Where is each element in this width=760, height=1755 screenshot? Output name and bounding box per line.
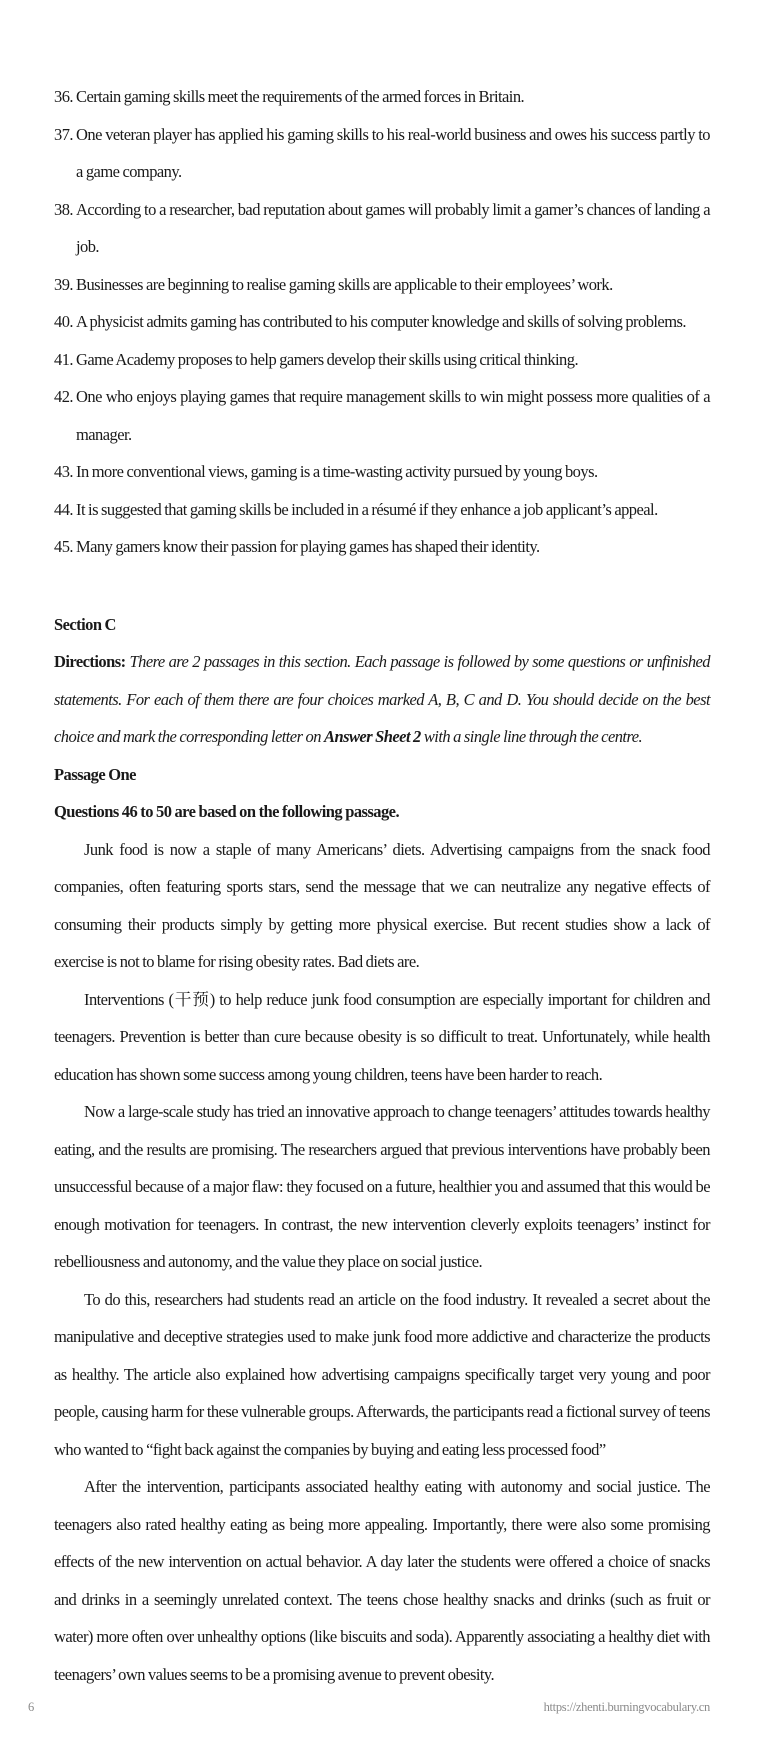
statement-number: 38. [54, 199, 73, 219]
statement-text: Many gamers know their passion for playing games has shaped their identity. [76, 537, 540, 556]
statement-item [54, 191, 710, 266]
statement-text: One veteran player has applied his gaming skills to his real-world business and owes his success partly to a game company. [76, 124, 710, 181]
statement-item [54, 78, 710, 116]
directions-text-end: with a single line through the centre. [423, 727, 643, 746]
statement-number: 45. [54, 537, 73, 556]
directions-text: There are 2 passages in this section. Each passage is followed by some questions or unfinished statements. For each of them there are four choices marked A, B, C and D. You should decide on the best choice and mark the corresponding letter on [54, 652, 710, 746]
answer-sheet-reference: Answer Sheet 2 [324, 727, 421, 746]
statement-item [54, 266, 710, 304]
statement-item [54, 491, 710, 529]
statement-item [54, 378, 710, 453]
statement-text: Certain gaming skills meet the requirements of the armed forces in Britain. [76, 87, 525, 106]
statement-number: 40. [54, 312, 73, 331]
statement-number: 41. [54, 349, 73, 369]
passage-paragraph: Interventions (干预) to help reduce junk food consumption are especially important for children and teenagers. Prevention is better than cure because obesity is so difficult to treat. Unfortunately, while health education has shown some success among young children, teens have been harder to reach. [54, 989, 710, 1084]
passage-paragraph: After the intervention, participants associated healthy eating with autonomy and social justice. The teenagers also rated healthy eating as being more appealing. Importantly, there were also some promising effects of the new intervention on actual behavior. A day later the students were offered a choice of snacks and drinks in a seemingly unrelated context. The teens chose healthy snacks and drinks (such as fruit or water) more often over unhealthy options (like biscuits and soda). Apparently associating a healthy diet with teenagers’ own values seems to be a promising avenue to prevent obesity. [54, 1477, 710, 1684]
statement-text: Game Academy proposes to help gamers develop their skills using critical thinking. [76, 349, 579, 369]
statement-list [54, 78, 710, 566]
questions-note: Questions 46 to 50 are based on the following passage. [54, 802, 400, 821]
statement-number: 36. [54, 87, 73, 106]
section-heading: Section C [54, 614, 116, 634]
statement-text: It is suggested that gaming skills be included in a résumé if they enhance a job applicant’s appeal. [76, 499, 658, 519]
statement-text: One who enjoys playing games that require management skills to win might possess more qualities of a manager. [76, 387, 710, 444]
statement-text: In more conventional views, gaming is a time-wasting activity pursued by young boys. [76, 462, 598, 481]
footer-url: https://zhenti.burningvocabulary.cn [543, 1700, 710, 1714]
statement-text: According to a researcher, bad reputation about games will probably limit a gamer’s chances of landing a job. [76, 199, 710, 256]
statement-item [54, 453, 710, 491]
statement-item [54, 528, 710, 566]
statement-text: A physicist admits gaming has contributed to his computer knowledge and skills of solving problems. [76, 312, 686, 331]
passage-title: Passage One [54, 764, 136, 784]
page-number: 6 [28, 1700, 35, 1714]
directions-label: Directions: [54, 652, 126, 671]
statement-number: 39. [54, 274, 73, 294]
directions [54, 643, 710, 756]
document-page [54, 78, 710, 1693]
statement-number: 44. [54, 499, 73, 519]
statement-text: Businesses are beginning to realise gaming skills are applicable to their employees’ work. [76, 274, 613, 294]
statement-number: 37. [54, 124, 73, 144]
statement-item [54, 341, 710, 379]
passage-paragraph: Now a large-scale study has tried an innovative approach to change teenagers’ attitudes towards healthy eating, and the results are promising. The researchers argued that previous interventions have probably been unsuccessful because of a major flaw: they focused on a future, healthier you and assumed that this would be enough motivation for teenagers. In contrast, the new intervention cleverly exploits teenagers’ instinct for rebelliousness and autonomy, and the value they place on social justice. [54, 1102, 710, 1271]
statement-item [54, 116, 710, 191]
statement-number: 42. [54, 387, 73, 406]
statement-item [54, 303, 710, 341]
passage-paragraph: To do this, researchers had students read an article on the food industry. It revealed a secret about the manipulative and deceptive strategies used to make junk food more addictive and characterize the products as healthy. The article also explained how advertising campaigns specifically target very young and poor people, causing harm for these vulnerable groups. Afterwards, the participants read a fictional survey of teens who wanted to “fight back against the companies by buying and eating less processed food” [54, 1289, 710, 1459]
passage-paragraph: Junk food is now a staple of many Americans’ diets. Advertising campaigns from the snack food companies, often featuring sports stars, send the message that we can neutralize any negative effects of consuming their products simply by getting more physical exercise. But recent studies show a lack of exercise is not to blame for rising obesity rates. Bad diets are. [54, 839, 710, 971]
statement-number: 43. [54, 462, 73, 481]
